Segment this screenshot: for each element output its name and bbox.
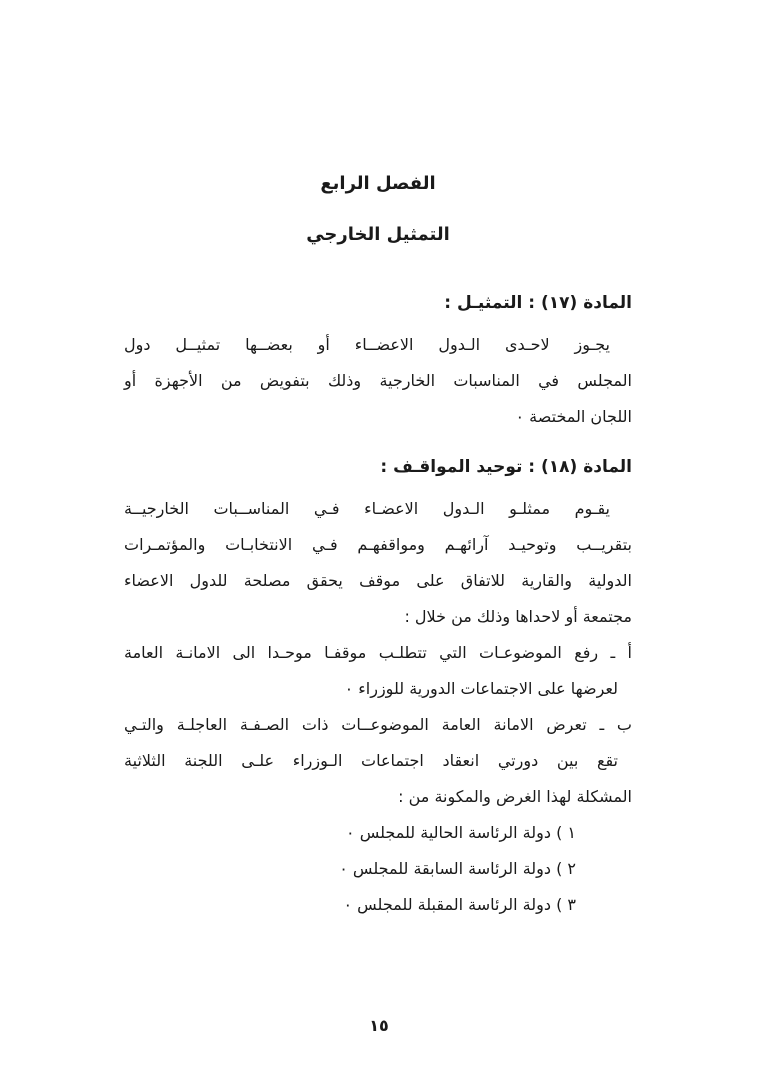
list-item-a-continuation: لعرضها على الاجتماعات الدورية للوزراء ٠ <box>344 679 618 698</box>
paragraph-line: يجـوز لاحـدى الـدول الاعضــاء أو بعضــها تمثيــل دول <box>124 335 610 354</box>
list-item-b: ب ـ تعرض الامانة العامة الموضوعــات ذات الصـفـة العاجلـة والتـي <box>124 715 632 734</box>
chapter-title: الفصل الرابع <box>320 173 436 194</box>
paragraph-line: يقـوم ممثلـو الـدول الاعضـاء فـي المناســبات الخارجيــة <box>124 499 610 518</box>
article-18-body <box>124 491 632 923</box>
page-number: ١٥ <box>369 1016 389 1035</box>
list-item-a: أ ـ رفع الموضوعـات التي تتطلـب موقفـا موحـدا الى الامانـة العامة <box>124 643 632 662</box>
list-item-b-continuation: تقع بين دورتي انعقاد اجتماعات الـوزراء علـى اللجنة الثلاثية <box>124 751 618 770</box>
paragraph-line: المجلس في المناسبات الخارجية وذلك بتفويض من الأجهزة أو <box>124 371 632 390</box>
paragraph-line: الدولية والقارية للاتفاق على موقف يحقق مصلحة للدول الاعضاء <box>124 571 632 590</box>
paragraph-line: اللجان المختصة ٠ <box>515 407 632 426</box>
article-17-heading: المادة (١٧) : التمثيـل : <box>444 293 632 313</box>
article-18-heading: المادة (١٨) : توحيد المواقـف : <box>380 457 632 477</box>
list-item-b-continuation: المشكلة لهذا الغرض والمكونة من : <box>398 787 632 806</box>
numbered-item-3: ٣ ) دولة الرئاسة المقبلة للمجلس ٠ <box>343 895 576 914</box>
paragraph-line: مجتمعة أو لاحداها وذلك من خلال : <box>404 607 632 626</box>
numbered-item-1: ١ ) دولة الرئاسة الحالية للمجلس ٠ <box>346 823 576 842</box>
page-content <box>124 172 632 923</box>
chapter-subtitle: التمثيل الخارجي <box>306 224 450 245</box>
numbered-item-2: ٢ ) دولة الرئاسة السابقة للمجلس ٠ <box>339 859 576 878</box>
paragraph-line: بتقريــب وتوحيـد آرائهـم ومواقفهـم فـي الانتخابـات والمؤتمـرات <box>124 535 632 554</box>
article-17-body <box>124 327 632 435</box>
